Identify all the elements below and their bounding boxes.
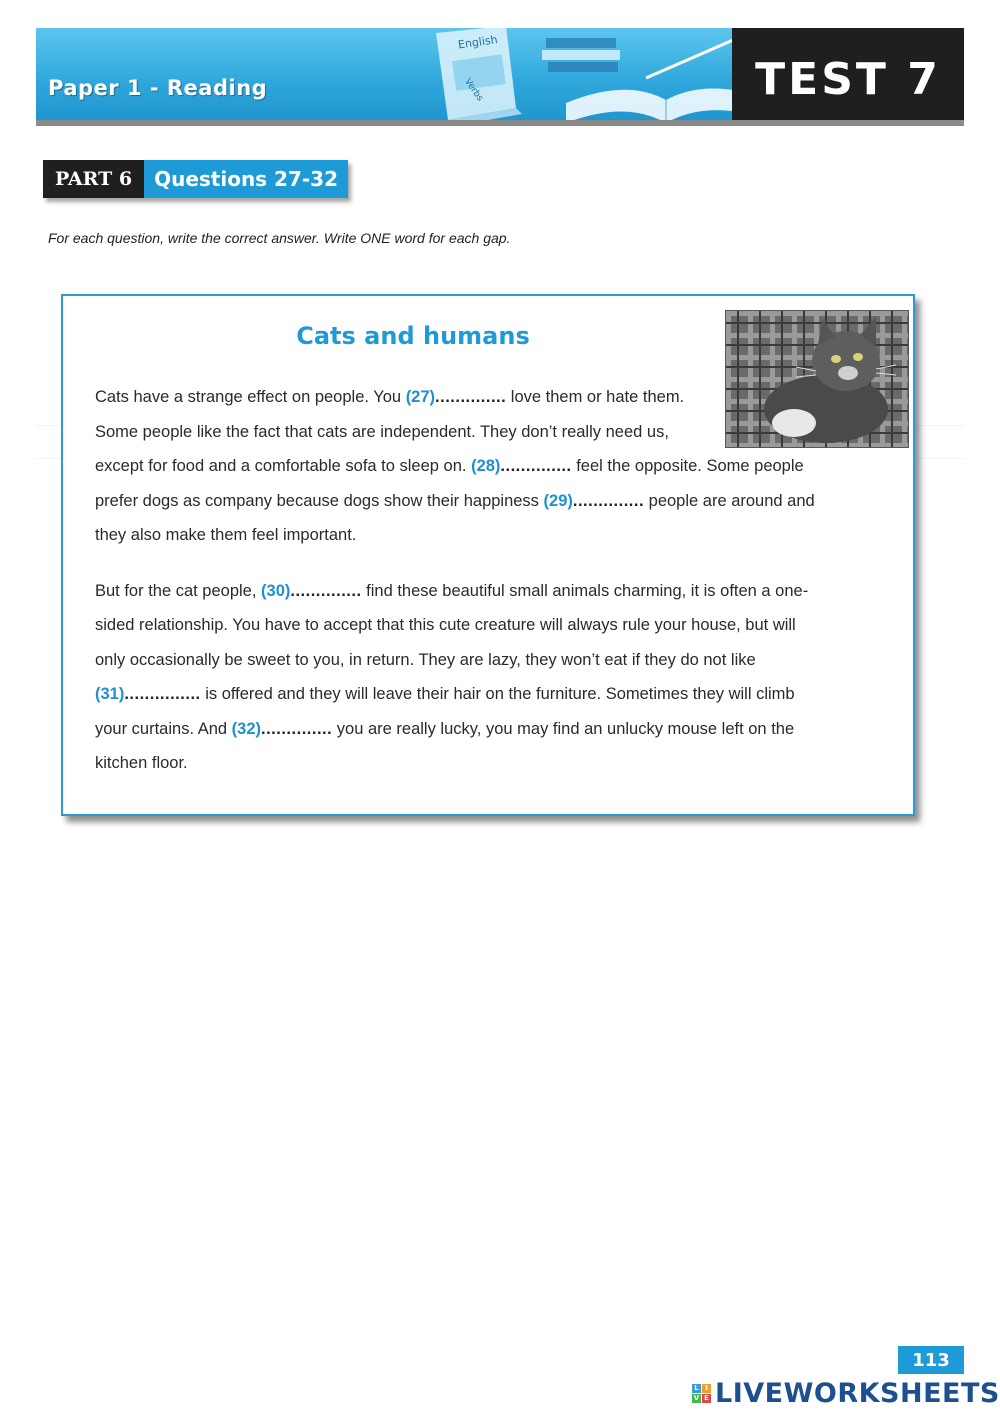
gap-29-blank[interactable]: .............. xyxy=(572,491,645,510)
paragraph-2 xyxy=(95,574,865,781)
passage-text-span: Cats have a strange effect on people. You xyxy=(95,388,406,406)
passage-text-span: people are around and xyxy=(644,491,815,510)
gap-27-blank[interactable]: .............. xyxy=(435,388,507,406)
questions-label: Questions 27-32 xyxy=(144,160,348,198)
page-number: 113 xyxy=(898,1346,964,1374)
reading-passage-box xyxy=(61,294,915,816)
gap-28-blank[interactable]: .............. xyxy=(500,457,572,475)
gap-28-number: (28) xyxy=(471,457,501,475)
logo-icon-letter: V xyxy=(693,1394,700,1402)
header-banner xyxy=(36,28,964,126)
book-label-verbs: Verbs xyxy=(462,76,485,104)
logo-icon-letter: L xyxy=(692,1384,701,1393)
passage-text-span: Some people like the fact that cats are independent. They don’t really need us, xyxy=(95,422,669,441)
passage-text-span: except for food and a comfortable sofa to sleep on. xyxy=(95,457,472,475)
liveworksheets-logo[interactable] xyxy=(692,1378,1000,1409)
passage-text-span: you are really lucky, you may find an unlucky mouse left on the xyxy=(332,719,795,738)
gap-31-number: (31) xyxy=(95,685,125,703)
passage-text-span: they also make them feel important. xyxy=(95,526,357,544)
passage-text-span: kitchen floor. xyxy=(95,754,188,772)
passage-text-span: only occasionally be sweet to you, in return. They are lazy, they won’t eat if they do not like xyxy=(95,650,756,669)
passage-text-span: sided relationship. You have to accept that this cute creature will always rule your house, but will xyxy=(95,616,796,634)
paragraph-1 xyxy=(95,380,865,553)
gap-32-number: (32) xyxy=(231,719,262,738)
gap-30-blank[interactable]: .............. xyxy=(290,581,362,600)
passage-text-span: love them or hate them. xyxy=(506,388,685,406)
test-title-box xyxy=(732,28,964,120)
liveworksheets-logo-icon xyxy=(692,1384,711,1403)
paper-title: Paper 1 - Reading xyxy=(48,76,268,100)
liveworksheets-logo-text: LIVEWORKSHEETS xyxy=(715,1378,1000,1409)
reading-title: Cats and humans xyxy=(296,322,530,350)
passage-text-span: your curtains. And xyxy=(95,719,232,738)
gap-30-number: (30) xyxy=(261,581,291,600)
gap-32-blank[interactable]: .............. xyxy=(261,719,333,738)
gap-31-blank[interactable]: ............... xyxy=(124,685,201,703)
gap-27-number: (27) xyxy=(405,388,436,406)
passage-text-span: But for the cat people, xyxy=(95,581,262,600)
part-label: PART 6 xyxy=(43,160,144,198)
test-title: TEST 7 xyxy=(755,53,941,105)
book-label-english: English xyxy=(457,33,499,52)
logo-icon-letter: E xyxy=(702,1394,711,1403)
passage-text-span: feel the opposite. Some people xyxy=(571,457,804,475)
instructions-text: For each question, write the correct answer. Write ONE word for each gap. xyxy=(48,230,511,246)
gap-29-number: (29) xyxy=(543,491,573,510)
part-heading xyxy=(43,160,348,198)
passage-text-span: find these beautiful small animals charming, it is often a one- xyxy=(361,581,809,600)
books-illustration-icon xyxy=(376,28,776,126)
passage-text xyxy=(95,380,865,781)
logo-icon-letter: I xyxy=(702,1384,711,1393)
passage-text-span: prefer dogs as company because dogs show their happiness xyxy=(95,491,544,510)
passage-text-span: is offered and they will leave their hair on the furniture. Sometimes they will climb xyxy=(200,685,795,703)
